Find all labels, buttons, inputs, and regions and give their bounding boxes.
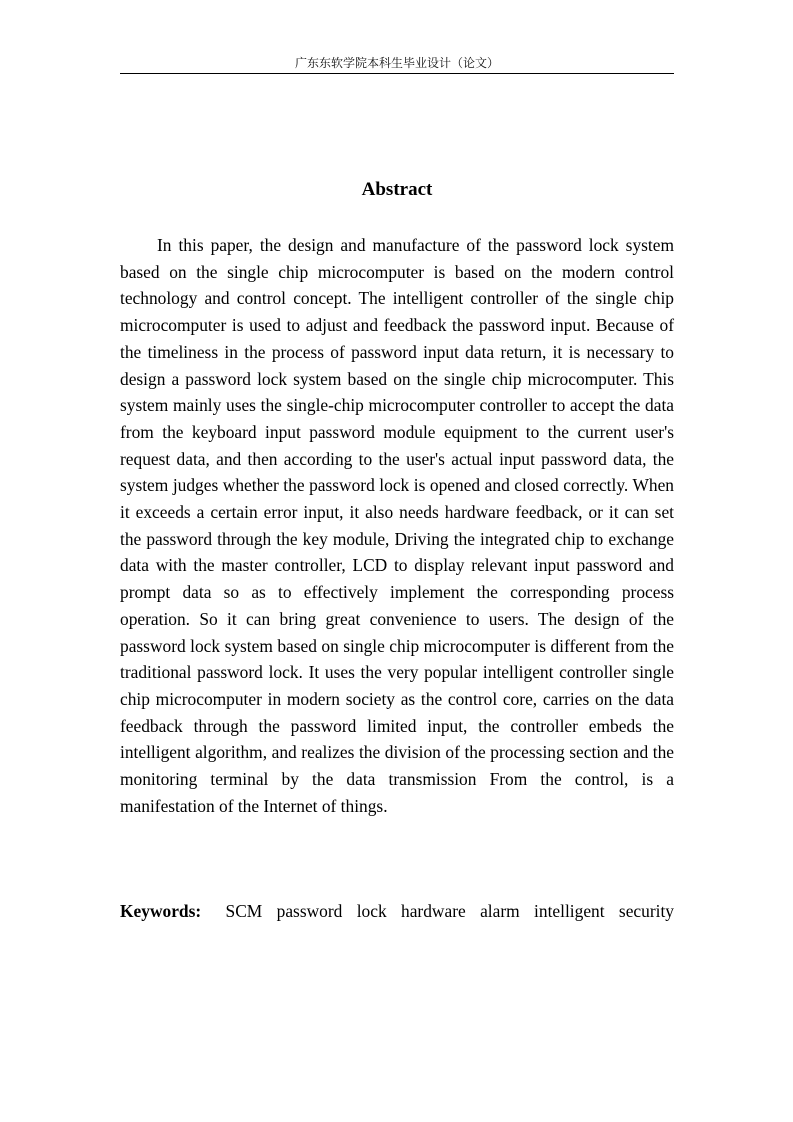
- page-header: 广东东软学院本科生毕业设计（论文）: [294, 56, 499, 70]
- abstract-body: In this paper, the design and manufacture of the password lock system based on the single chip microcomputer is based on the modern control technology and control concept. The intelligent controller of the single chip microcomputer is used to adjust and feedback the password input. Because of the timeliness in the process of password input data return, it is necessary to design a password lock system based on the single chip microcomputer. This system mainly uses the single-chip microcomputer controller to accept the data from the keyboard input password module equipment to the current user's request data, and then according to the user's actual input password data, the system judges whether the password lock is opened and closed correctly. When it exceeds a certain error input, it also needs hardware feedback, or it can set the password through the key module, Driving the integrated chip to exchange data with the master controller, LCD to display relevant input password and prompt data so as to effectively implement the corresponding process operation. So it can bring great convenience to users. The design of the password lock system based on single chip microcomputer is different from the traditional password lock. It uses the very popular intelligent controller single chip microcomputer in modern society as the control core, carries on the data feedback through the password limited input, the controller embeds the intelligent algorithm, and realizes the division of the processing section and the monitoring terminal by the data transmission From the control, is a manifestation of the Internet of things.: [120, 235, 674, 816]
- keywords-label: Keywords:: [120, 901, 202, 921]
- abstract-heading: Abstract: [361, 179, 433, 200]
- header-rule: [120, 73, 674, 74]
- keyword-1: SCM: [225, 901, 263, 921]
- keyword-2: password lock: [276, 901, 387, 921]
- keywords-line: [120, 898, 674, 925]
- keywords-section: [120, 898, 674, 925]
- keyword-4: intelligent security: [534, 901, 674, 921]
- keyword-3: hardware alarm: [401, 901, 520, 921]
